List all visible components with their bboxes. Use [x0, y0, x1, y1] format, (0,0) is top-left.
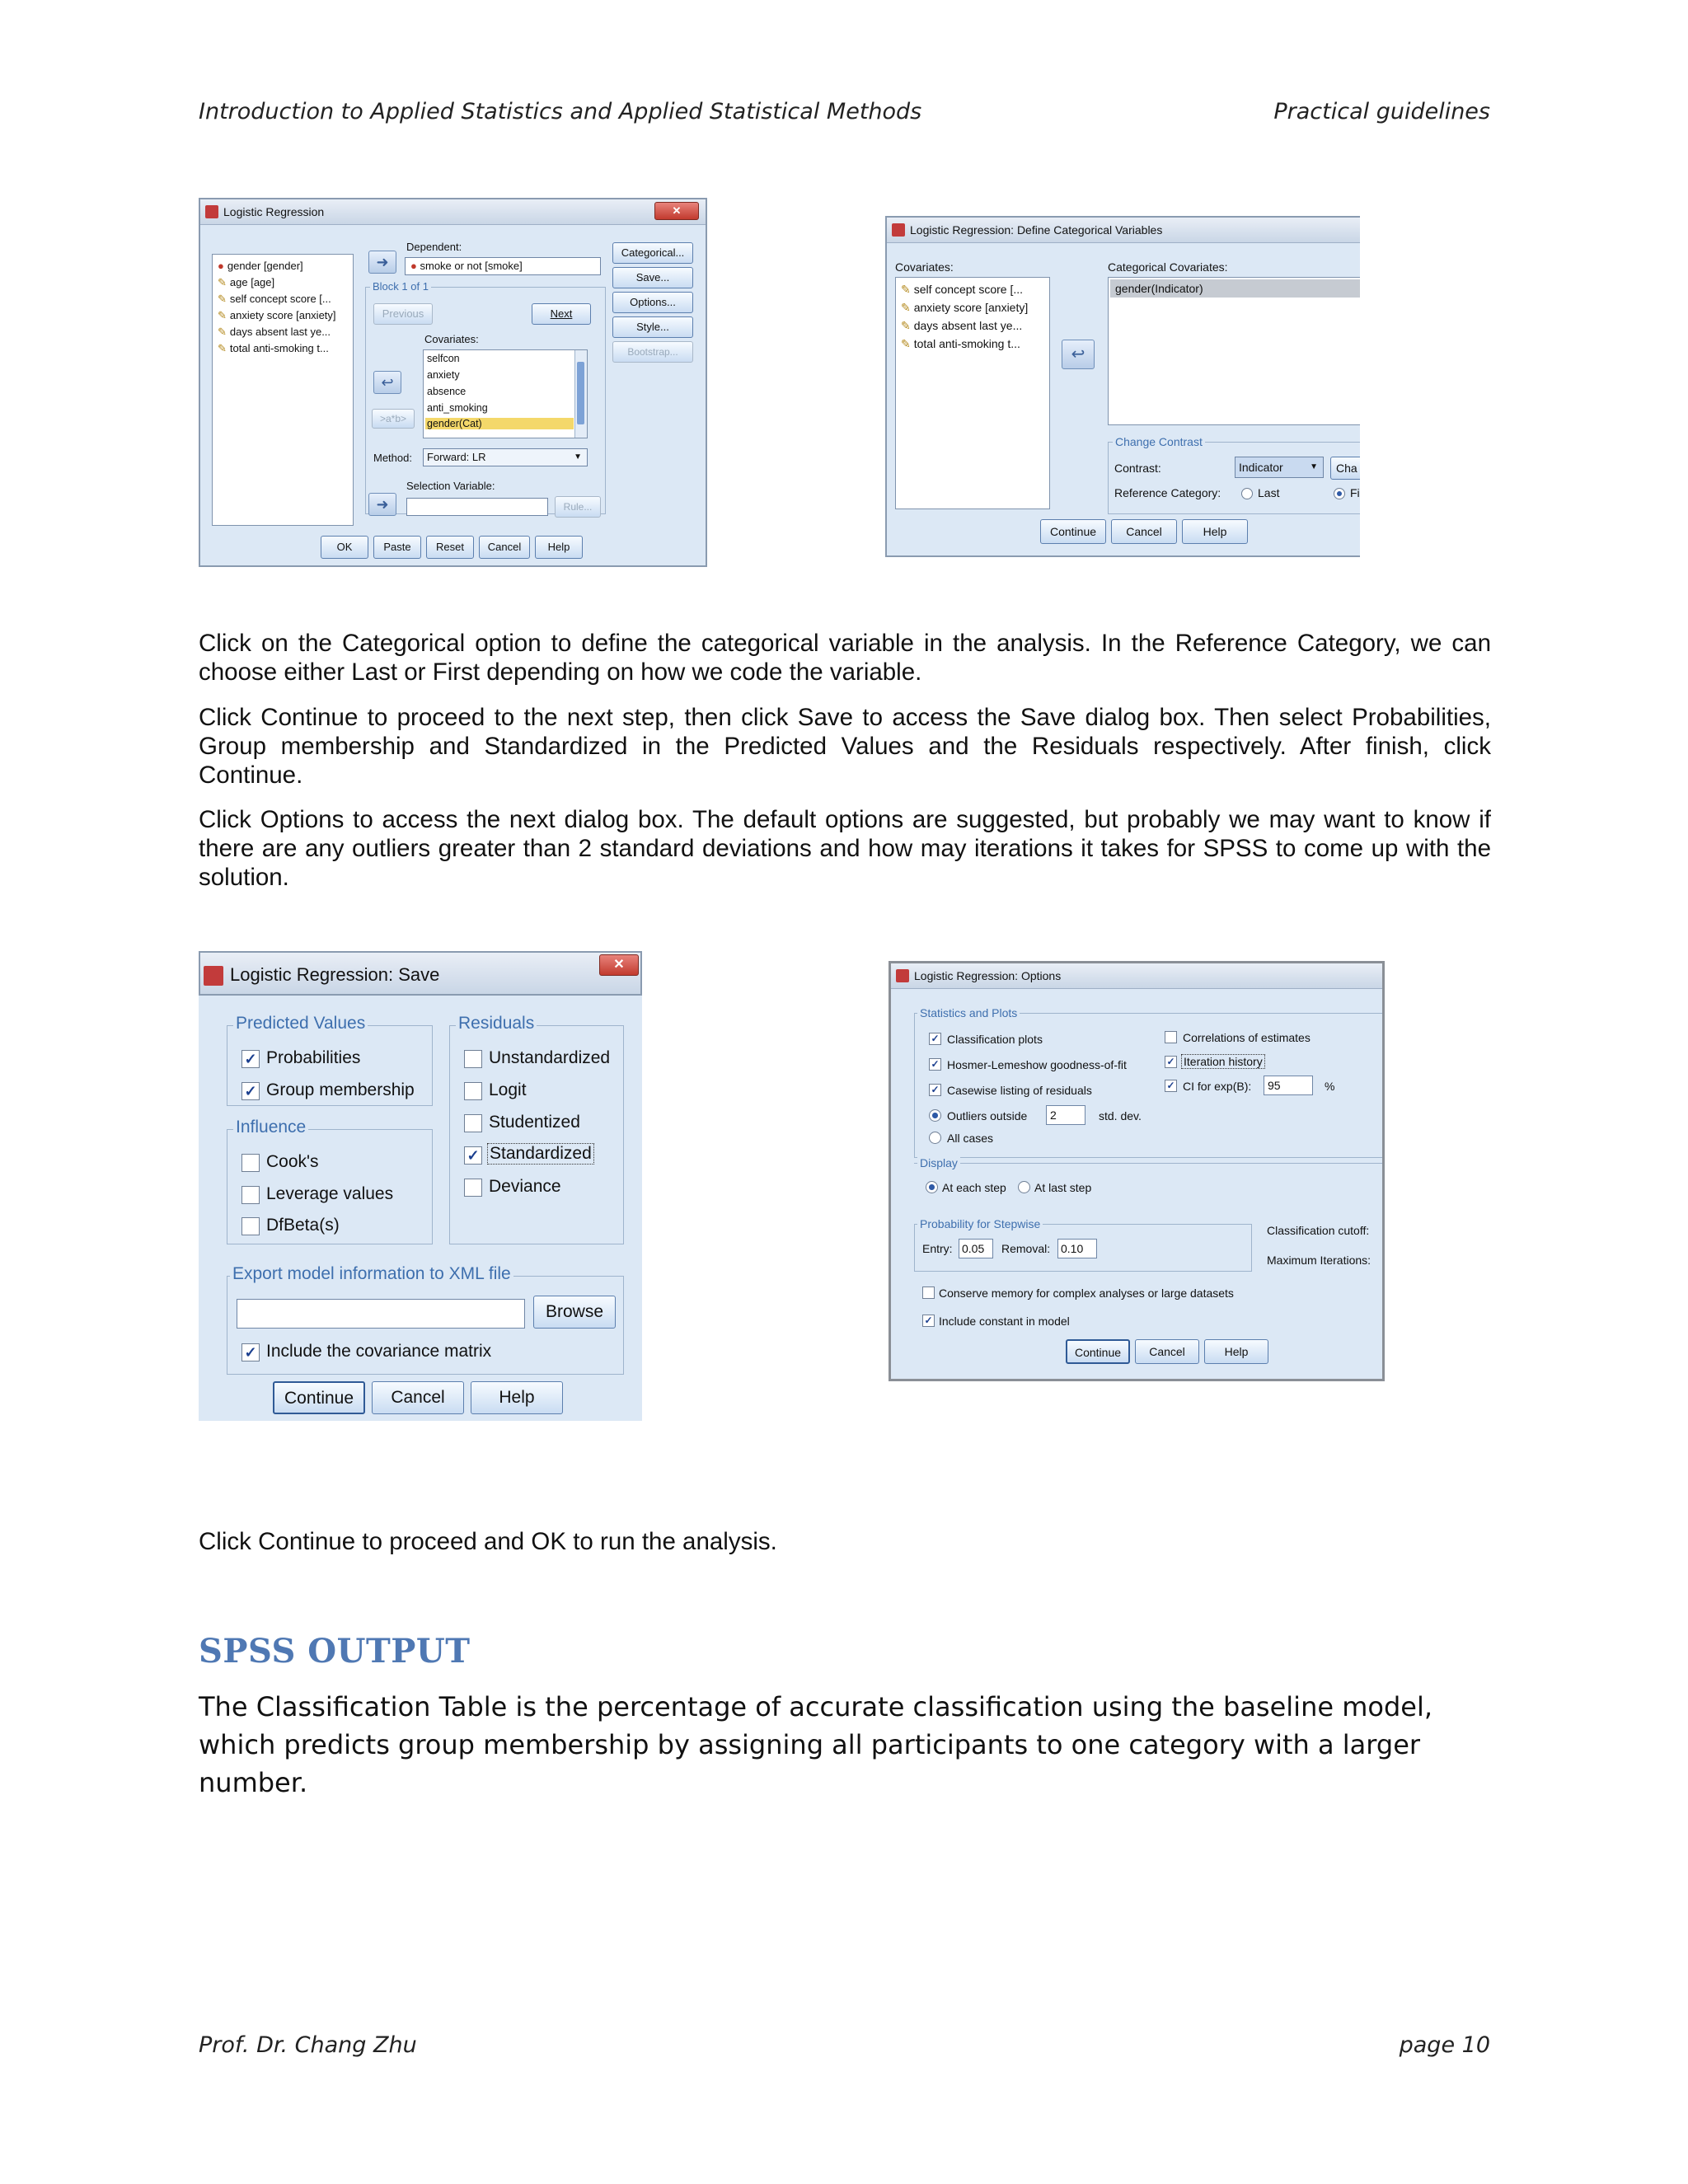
header-title: Introduction to Applied Statistics and Applied Statistical Methods: [199, 99, 922, 124]
continue-button[interactable]: Continue: [1040, 519, 1106, 544]
statistics-plots-label: Statistics and Plots: [917, 1006, 1020, 1019]
ok-button[interactable]: OK: [321, 536, 368, 559]
covariate-item[interactable]: anxiety: [427, 369, 460, 381]
contrast-label: Contrast:: [1114, 462, 1161, 475]
scale-icon: ✎: [901, 337, 911, 350]
classification-plots-label: Classification plots: [947, 1033, 1043, 1046]
chevron-down-icon: ▼: [1310, 462, 1318, 471]
scale-icon: ✎: [901, 319, 911, 332]
selection-variable-field[interactable]: [406, 498, 548, 516]
iteration-history-label: Iteration history: [1181, 1054, 1265, 1069]
logistic-regression-dialog: [199, 198, 707, 567]
dfbeta-checkbox[interactable]: [241, 1217, 260, 1235]
ci-checkbox[interactable]: ✓: [1165, 1080, 1177, 1092]
variable-item[interactable]: ✎ total anti-smoking t...: [218, 342, 329, 354]
paragraph: Click Continue to proceed to the next step, then click Save to access the Save dialog box. Then select Probabilities, Group membership and Standardized in the Predicted Values and the Residuals respectively. After finish, click Continue.: [199, 704, 1491, 789]
hosmer-checkbox[interactable]: ✓: [929, 1058, 941, 1071]
probabilities-checkbox[interactable]: ✓: [241, 1050, 260, 1068]
last-step-radio[interactable]: [1018, 1181, 1030, 1193]
scale-icon: ✎: [901, 283, 911, 296]
paragraph: Click Options to access the next dialog box. The default options are suggested, but probably we may want to know if there are any outliers greater than 2 standard deviations and how may iterations it takes for SPSS to come up with the solution.: [199, 806, 1491, 891]
paragraph: Click Continue to proceed and OK to run the analysis.: [199, 1528, 777, 1555]
leverage-label: Leverage values: [266, 1184, 394, 1203]
browse-button[interactable]: Browse: [533, 1296, 616, 1329]
export-label: Export model information to XML file: [230, 1264, 513, 1284]
help-button[interactable]: Help: [1204, 1339, 1268, 1364]
paste-button[interactable]: Paste: [373, 536, 421, 559]
entry-input[interactable]: 0.05: [959, 1239, 993, 1258]
variable-item[interactable]: ● gender [gender]: [218, 260, 303, 272]
categorical-item-selected[interactable]: gender(Indicator): [1110, 279, 1360, 298]
covariates-list[interactable]: [895, 277, 1050, 509]
last-radio[interactable]: [1241, 488, 1253, 499]
residuals-label: Residuals: [456, 1014, 537, 1033]
nominal-icon: ●: [410, 260, 417, 272]
move-categorical-arrow-icon[interactable]: ↩: [1062, 340, 1095, 369]
variable-item[interactable]: ✎ anxiety score [anxiety]: [218, 309, 336, 321]
reset-button[interactable]: Reset: [426, 536, 474, 559]
selection-variable-label: Selection Variable:: [406, 480, 495, 492]
cooks-checkbox[interactable]: [241, 1154, 260, 1172]
studentized-label: Studentized: [489, 1113, 580, 1132]
hosmer-label: Hosmer-Lemeshow goodness-of-fit: [947, 1058, 1127, 1071]
section-text: The Classification Table is the percentage of accurate classification using the baseline model, which predicts group membership by assigning all participants to one category with a larger number.: [199, 1691, 1433, 1798]
rule-button[interactable]: Rule...: [555, 496, 601, 518]
ci-input[interactable]: 95: [1264, 1076, 1313, 1095]
scale-icon: ✎: [218, 326, 227, 338]
variable-item[interactable]: ✎ self concept score [...: [218, 293, 331, 305]
unstandardized-label: Unstandardized: [489, 1048, 611, 1067]
define-categorical-dialog: [885, 216, 1360, 557]
deviance-label: Deviance: [489, 1177, 561, 1196]
method-select[interactable]: Forward: LR ▼: [423, 448, 588, 466]
title-bar: [199, 951, 642, 996]
save-button[interactable]: Save...: [612, 267, 693, 288]
probability-stepwise-label: Probability for Stepwise: [917, 1217, 1043, 1230]
covariate-item[interactable]: ✎ total anti-smoking t...: [901, 337, 1020, 350]
scrollbar-thumb[interactable]: [577, 362, 584, 424]
cooks-label: Cook's: [266, 1152, 319, 1171]
covariate-item[interactable]: selfcon: [427, 353, 460, 364]
interaction-button[interactable]: >a*b>: [372, 409, 415, 429]
logit-checkbox[interactable]: [464, 1082, 482, 1100]
covariate-item-selected[interactable]: gender(Cat): [425, 418, 574, 429]
xml-file-input[interactable]: [237, 1299, 525, 1329]
unstandardized-checkbox[interactable]: [464, 1050, 482, 1068]
cancel-button[interactable]: Cancel: [372, 1381, 464, 1414]
continue-button[interactable]: Continue: [1066, 1339, 1130, 1364]
nominal-icon: ●: [218, 260, 224, 272]
help-button[interactable]: Help: [1182, 519, 1248, 544]
ci-label: CI for exp(B):: [1183, 1080, 1252, 1093]
next-button[interactable]: Next: [532, 303, 591, 325]
covariates-label: Covariates:: [424, 333, 479, 345]
cancel-button[interactable]: Cancel: [1135, 1339, 1199, 1364]
covariates-label: Covariates:: [895, 260, 954, 274]
page-number: page 10: [1399, 2032, 1490, 2058]
contrast-select[interactable]: Indicator ▼: [1235, 457, 1324, 478]
continue-button[interactable]: Continue: [273, 1381, 365, 1414]
last-label: Last: [1258, 486, 1280, 499]
reference-category-label: Reference Category:: [1114, 486, 1221, 499]
display-label: Display: [917, 1156, 960, 1169]
correlations-label: Correlations of estimates: [1183, 1031, 1311, 1044]
method-label: Method:: [373, 452, 412, 464]
dialog-title: Logistic Regression: Save: [230, 964, 440, 985]
include-constant-checkbox[interactable]: ✓: [922, 1315, 935, 1327]
scale-icon: ✎: [218, 293, 227, 305]
move-dependent-arrow-icon[interactable]: ➜: [368, 251, 396, 274]
categorical-button[interactable]: Categorical...: [612, 242, 693, 264]
outliers-radio[interactable]: [929, 1109, 941, 1122]
casewise-checkbox[interactable]: ✓: [929, 1084, 941, 1096]
group-membership-checkbox[interactable]: ✓: [241, 1082, 260, 1100]
style-button[interactable]: Style...: [612, 316, 693, 338]
outliers-label: Outliers outside: [947, 1109, 1028, 1122]
paragraph: Click on the Categorical option to define the categorical variable in the analysis. In the Reference Category, we can choose either Last or First depending on how we code the variable.: [199, 630, 1491, 686]
options-button[interactable]: Options...: [612, 292, 693, 313]
scrollbar[interactable]: [574, 350, 587, 438]
removal-label: Removal:: [1001, 1242, 1051, 1255]
categorical-covariates-label: Categorical Covariates:: [1108, 260, 1228, 274]
title-bar: [887, 218, 1360, 243]
all-cases-radio[interactable]: [929, 1132, 941, 1144]
covariate-item[interactable]: absence: [427, 386, 467, 397]
footer-author: Prof. Dr. Chang Zhu: [199, 2032, 417, 2058]
standardized-label: Standardized: [487, 1143, 594, 1165]
move-selection-arrow-icon[interactable]: ➜: [368, 493, 396, 516]
options-dialog: [889, 961, 1385, 1381]
std-dev-label: std. dev.: [1099, 1109, 1142, 1122]
include-constant-label: Include constant in model: [939, 1315, 1070, 1328]
bootstrap-button[interactable]: Bootstrap...: [612, 341, 693, 363]
percent-label: %: [1325, 1080, 1335, 1093]
conserve-memory-label: Conserve memory for complex analyses or large datasets: [939, 1286, 1234, 1300]
first-label: Fi: [1350, 486, 1360, 499]
conserve-memory-checkbox[interactable]: [922, 1286, 935, 1299]
iteration-history-checkbox[interactable]: ✓: [1165, 1056, 1177, 1068]
dependent-label: Dependent:: [406, 241, 462, 253]
variable-item[interactable]: ✎ age [age]: [218, 276, 275, 288]
cancel-button[interactable]: Cancel: [479, 536, 530, 559]
dialog-title: Logistic Regression: Options: [914, 969, 1062, 982]
close-button[interactable]: ✕: [654, 202, 699, 220]
covariates-list[interactable]: [423, 349, 588, 438]
covariate-item[interactable]: ✎ self concept score [...: [901, 283, 1024, 296]
block-label: Block 1 of 1: [370, 280, 431, 293]
covariate-item[interactable]: anti_smoking: [427, 402, 488, 414]
covariate-item[interactable]: ✎ anxiety score [anxiety]: [901, 301, 1029, 314]
scale-icon: ✎: [218, 276, 227, 288]
entry-label: Entry:: [922, 1242, 953, 1255]
each-step-radio[interactable]: [926, 1181, 938, 1193]
scale-icon: ✎: [218, 309, 227, 321]
cancel-button[interactable]: Cancel: [1111, 519, 1177, 544]
last-step-label: At last step: [1034, 1181, 1092, 1194]
help-button[interactable]: Help: [535, 536, 583, 559]
removal-input[interactable]: 0.10: [1057, 1239, 1097, 1258]
dialog-title: Logistic Regression: Define Categorical Variables: [910, 223, 1163, 237]
casewise-label: Casewise listing of residuals: [947, 1084, 1092, 1097]
source-variable-list[interactable]: [212, 254, 354, 526]
studentized-checkbox[interactable]: [464, 1114, 482, 1132]
help-button[interactable]: Help: [471, 1381, 563, 1414]
group-membership-label: Group membership: [266, 1080, 415, 1099]
change-button[interactable]: Cha: [1330, 457, 1360, 480]
influence-label: Influence: [233, 1118, 308, 1137]
covariate-item[interactable]: ✎ days absent last ye...: [901, 319, 1023, 332]
chevron-down-icon: ▼: [574, 452, 582, 462]
spss-app-icon: [205, 205, 218, 218]
spss-app-icon: [892, 223, 905, 237]
each-step-label: At each step: [942, 1181, 1006, 1194]
leverage-checkbox[interactable]: [241, 1186, 260, 1204]
classification-cutoff-label: Classification cutoff:: [1267, 1224, 1370, 1237]
previous-button[interactable]: Previous: [373, 303, 433, 325]
change-contrast-group: [1108, 442, 1360, 514]
dialog-title: Logistic Regression: [223, 205, 325, 218]
include-covariance-checkbox[interactable]: ✓: [241, 1343, 260, 1361]
move-covariate-arrow-icon[interactable]: ↩: [373, 371, 401, 394]
scale-icon: ✎: [218, 342, 227, 354]
scale-icon: ✎: [901, 301, 911, 314]
save-dialog: [199, 951, 642, 1421]
probabilities-label: Probabilities: [266, 1048, 361, 1067]
all-cases-label: All cases: [947, 1132, 994, 1145]
logit-label: Logit: [489, 1080, 527, 1099]
section-heading: SPSS OUTPUT: [199, 1632, 471, 1671]
title-bar: [200, 199, 706, 225]
title-bar: [891, 963, 1382, 989]
close-button[interactable]: ✕: [599, 954, 639, 976]
dfbeta-label: DfBeta(s): [266, 1216, 340, 1235]
first-radio[interactable]: [1334, 488, 1345, 499]
variable-item[interactable]: ✎ days absent last ye...: [218, 326, 331, 338]
standardized-checkbox[interactable]: ✓: [464, 1146, 482, 1165]
classification-plots-checkbox[interactable]: ✓: [929, 1033, 941, 1045]
dependent-field[interactable]: ● smoke or not [smoke]: [405, 257, 601, 275]
spss-app-icon: [896, 969, 909, 982]
predicted-values-label: Predicted Values: [233, 1014, 368, 1033]
spss-app-icon: [204, 966, 223, 986]
header-section: Practical guidelines: [1273, 99, 1490, 124]
outliers-input[interactable]: 2: [1046, 1105, 1085, 1125]
correlations-checkbox[interactable]: [1165, 1031, 1177, 1043]
deviance-checkbox[interactable]: [464, 1179, 482, 1197]
include-covariance-label: Include the covariance matrix: [266, 1342, 492, 1361]
categorical-covariates-list[interactable]: [1108, 277, 1360, 425]
change-contrast-label: Change Contrast: [1113, 435, 1205, 448]
maximum-iterations-label: Maximum Iterations:: [1267, 1254, 1372, 1267]
